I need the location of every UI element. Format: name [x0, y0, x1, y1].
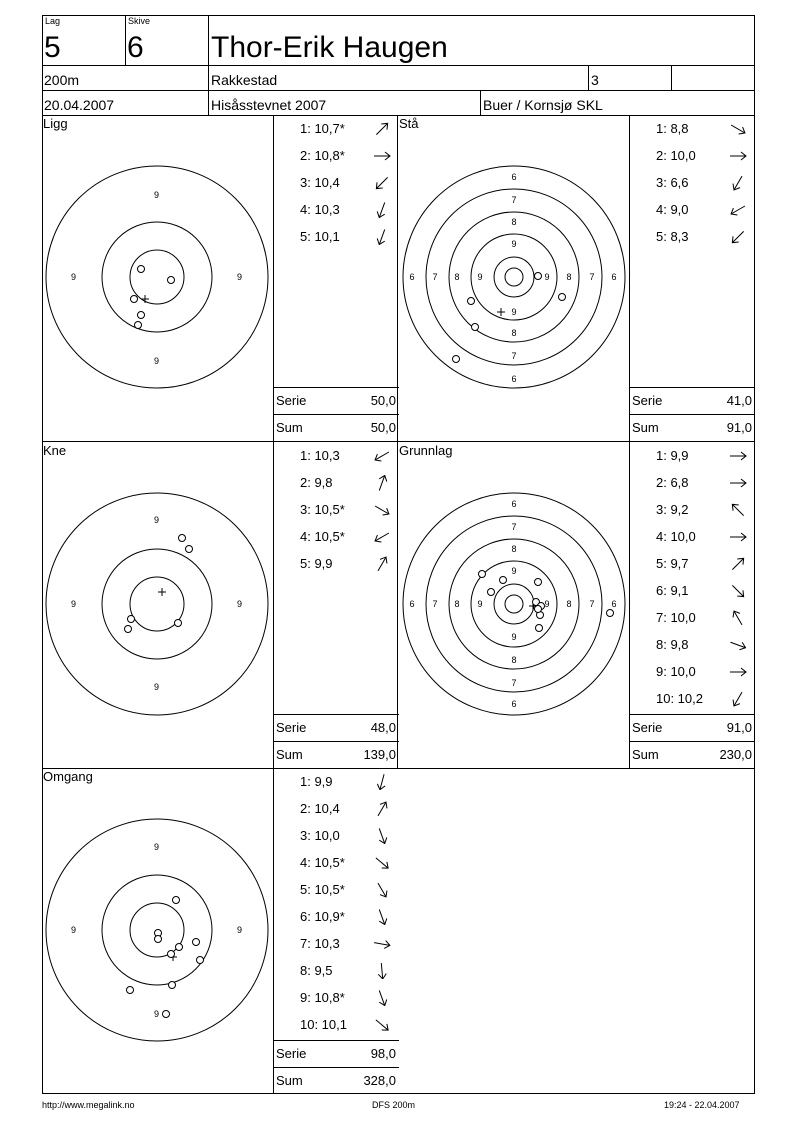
hit-marker [535, 579, 542, 586]
shot-row [656, 202, 726, 217]
svg-text:6: 6 [511, 172, 517, 182]
shot-score: 1: 8,8 [656, 121, 689, 136]
direction-arrow-icon [728, 502, 748, 518]
direction-arrow-icon [728, 202, 748, 218]
hit-marker [179, 535, 186, 542]
target-kne [43, 487, 273, 717]
ring-label: 9 [71, 272, 77, 282]
svg-text:7: 7 [511, 678, 517, 688]
shot-row [656, 502, 726, 517]
target-ligg [43, 160, 273, 390]
direction-arrow-icon [372, 882, 392, 898]
footer-timestamp: 19:24 - 22.04.2007 [664, 1100, 740, 1110]
sum-label: Sum [632, 747, 659, 762]
direction-arrow-icon [372, 936, 392, 952]
direction-arrow-icon [728, 691, 748, 707]
svg-text:7: 7 [511, 351, 517, 361]
hit-marker [176, 944, 183, 951]
shot-row [656, 583, 726, 598]
direction-arrow-icon [728, 664, 748, 680]
hit-marker [535, 606, 542, 613]
shot-score: 5: 10,1 [300, 229, 340, 244]
svg-text:8: 8 [511, 328, 517, 338]
hit-marker [197, 957, 204, 964]
hit-marker [479, 571, 486, 578]
shot-score: 5: 10,5* [300, 882, 345, 897]
shot-score: 7: 10,3 [300, 936, 340, 951]
sum-value: 328,0 [363, 1073, 396, 1088]
sum-label: Sum [276, 1073, 303, 1088]
event-name: Hisåsstevnet 2007 [211, 97, 327, 113]
shot-row [300, 963, 370, 978]
shot-score: 3: 9,2 [656, 502, 689, 517]
shot-score: 2: 6,8 [656, 475, 689, 490]
shot-score: 10: 10,1 [300, 1017, 347, 1032]
svg-text:7: 7 [432, 272, 438, 282]
shot-score: 5: 9,9 [300, 556, 333, 571]
direction-arrow-icon [372, 801, 392, 817]
shot-score: 2: 10,0 [656, 148, 696, 163]
shot-score: 4: 10,5* [300, 529, 345, 544]
target-omgang [43, 813, 273, 1043]
shot-row [300, 990, 370, 1005]
shot-row [656, 121, 726, 136]
svg-text:7: 7 [432, 599, 438, 609]
shot-row [300, 774, 370, 789]
sum-value: 91,0 [726, 420, 752, 435]
direction-arrow-icon [372, 148, 392, 164]
hit-marker [127, 987, 134, 994]
hit-marker [453, 356, 460, 363]
serie-label: Serie [276, 1046, 307, 1061]
svg-text:9: 9 [154, 1009, 160, 1019]
svg-text:9: 9 [511, 239, 517, 249]
hit-marker [163, 1011, 170, 1018]
direction-arrow-icon [728, 583, 748, 599]
shot-score: 4: 9,0 [656, 202, 689, 217]
hit-marker [128, 616, 135, 623]
svg-text:6: 6 [409, 599, 415, 609]
svg-text:8: 8 [511, 655, 517, 665]
svg-text:7: 7 [511, 522, 517, 532]
hit-marker [169, 982, 176, 989]
serie-value: 41,0 [726, 393, 752, 408]
shot-score: 9: 10,8* [300, 990, 345, 1005]
hit-marker [193, 939, 200, 946]
shot-row [300, 202, 370, 217]
shot-score: 1: 10,7* [300, 121, 345, 136]
hit-marker [488, 589, 495, 596]
svg-text:9: 9 [237, 925, 243, 935]
shot-score: 3: 6,6 [656, 175, 689, 190]
direction-arrow-icon [728, 637, 748, 653]
class: 3 [591, 72, 599, 88]
shot-score: 7: 10,0 [656, 610, 696, 625]
hit-marker [168, 951, 175, 958]
ring-label: 9 [154, 190, 160, 200]
hit-marker [125, 626, 132, 633]
direction-arrow-icon [372, 229, 392, 245]
hit-marker [138, 266, 145, 273]
shot-score: 5: 9,7 [656, 556, 689, 571]
place: Rakkestad [211, 72, 278, 88]
hit-marker [500, 577, 507, 584]
shot-row [300, 229, 370, 244]
direction-arrow-icon [728, 148, 748, 164]
shot-row [300, 1017, 370, 1032]
shooter-name: Thor-Erik Haugen [211, 31, 448, 64]
svg-text:8: 8 [511, 217, 517, 227]
shot-score: 2: 10,4 [300, 801, 340, 816]
svg-text:7: 7 [511, 195, 517, 205]
svg-text:8: 8 [566, 272, 572, 282]
shot-row [656, 475, 726, 490]
serie-value: 50,0 [370, 393, 396, 408]
direction-arrow-icon [728, 610, 748, 626]
svg-text:8: 8 [454, 599, 460, 609]
shot-row [300, 475, 370, 490]
shot-row [656, 664, 726, 679]
svg-text:9: 9 [71, 599, 77, 609]
shot-row [656, 175, 726, 190]
svg-text:9: 9 [154, 682, 160, 692]
svg-text:6: 6 [611, 272, 617, 282]
svg-text:8: 8 [454, 272, 460, 282]
shot-row [300, 936, 370, 951]
hit-marker [175, 620, 182, 627]
svg-text:9: 9 [237, 599, 243, 609]
hit-marker [173, 897, 180, 904]
shot-score: 3: 10,4 [300, 175, 340, 190]
skive-value: 6 [127, 31, 144, 64]
direction-arrow-icon [372, 475, 392, 491]
hit-marker [607, 610, 614, 617]
skive-label: Skive [128, 16, 151, 26]
svg-text:7: 7 [589, 272, 595, 282]
svg-text:6: 6 [409, 272, 415, 282]
shot-score: 4: 10,3 [300, 202, 340, 217]
shot-row [656, 448, 726, 463]
shot-row [656, 556, 726, 571]
serie-label: Serie [632, 720, 663, 735]
shot-score: 6: 10,9* [300, 909, 345, 924]
direction-arrow-icon [728, 475, 748, 491]
sum-label: Sum [276, 747, 303, 762]
lag-label: Lag [45, 16, 61, 26]
shot-row [656, 148, 726, 163]
direction-arrow-icon [372, 963, 392, 979]
direction-arrow-icon [372, 855, 392, 871]
distance: 200m [44, 72, 80, 88]
shot-row [300, 502, 370, 517]
hit-marker [138, 312, 145, 319]
sum-label: Sum [276, 420, 303, 435]
direction-arrow-icon [728, 229, 748, 245]
club-name: Buer / Kornsjø SKL [483, 97, 603, 113]
shot-row [300, 828, 370, 843]
shot-row [300, 529, 370, 544]
target-grunnlag [400, 490, 628, 718]
svg-text:9: 9 [544, 599, 550, 609]
shot-row [300, 882, 370, 897]
shot-score: 3: 10,5* [300, 502, 345, 517]
hit-marker [472, 324, 479, 331]
direction-arrow-icon [372, 448, 392, 464]
hit-marker [559, 294, 566, 301]
direction-arrow-icon [728, 448, 748, 464]
section-title: Stå [399, 116, 419, 131]
shot-row [300, 448, 370, 463]
shot-row [300, 801, 370, 816]
direction-arrow-icon [372, 774, 392, 790]
lag-value: 5 [44, 31, 61, 64]
svg-text:6: 6 [511, 699, 517, 709]
shot-score: 4: 10,5* [300, 855, 345, 870]
shot-row [656, 610, 726, 625]
shot-row [656, 637, 726, 652]
direction-arrow-icon [372, 121, 392, 137]
shot-score: 9: 10,0 [656, 664, 696, 679]
hit-marker [186, 546, 193, 553]
shot-score: 10: 10,2 [656, 691, 703, 706]
section-title: Grunnlag [399, 443, 453, 458]
hit-marker [468, 298, 475, 305]
hit-marker [131, 296, 138, 303]
svg-text:9: 9 [71, 925, 77, 935]
hit-marker [536, 625, 543, 632]
shot-row [656, 229, 726, 244]
hit-marker [135, 322, 142, 329]
serie-value: 98,0 [370, 1046, 396, 1061]
hit-marker [168, 277, 175, 284]
shot-row [656, 529, 726, 544]
direction-arrow-icon [372, 990, 392, 1006]
section-title: Ligg [43, 116, 68, 131]
svg-text:6: 6 [511, 374, 517, 384]
svg-text:6: 6 [611, 599, 617, 609]
hit-marker [535, 273, 542, 280]
direction-arrow-icon [728, 556, 748, 572]
direction-arrow-icon [372, 1017, 392, 1033]
svg-text:7: 7 [589, 599, 595, 609]
direction-arrow-icon [372, 828, 392, 844]
serie-label: Serie [632, 393, 663, 408]
svg-text:9: 9 [544, 272, 550, 282]
direction-arrow-icon [372, 175, 392, 191]
shot-score: 2: 9,8 [300, 475, 333, 490]
direction-arrow-icon [372, 502, 392, 518]
sum-value: 50,0 [370, 420, 396, 435]
section-title: Omgang [43, 769, 93, 784]
sum-label: Sum [632, 420, 659, 435]
direction-arrow-icon [728, 121, 748, 137]
shot-score: 6: 9,1 [656, 583, 689, 598]
direction-arrow-icon [372, 556, 392, 572]
svg-text:9: 9 [154, 515, 160, 525]
direction-arrow-icon [372, 529, 392, 545]
svg-text:9: 9 [477, 599, 483, 609]
shot-score: 8: 9,8 [656, 637, 689, 652]
shot-score: 8: 9,5 [300, 963, 333, 978]
direction-arrow-icon [372, 909, 392, 925]
serie-label: Serie [276, 393, 307, 408]
svg-text:9: 9 [477, 272, 483, 282]
direction-arrow-icon [728, 529, 748, 545]
shot-score: 3: 10,0 [300, 828, 340, 843]
svg-text:6: 6 [511, 499, 517, 509]
ring-label: 9 [237, 272, 243, 282]
sum-value: 230,0 [719, 747, 752, 762]
sum-value: 139,0 [363, 747, 396, 762]
section-title: Kne [43, 443, 67, 458]
shot-row [656, 691, 726, 706]
svg-text:9: 9 [511, 632, 517, 642]
footer-program: DFS 200m [372, 1100, 416, 1110]
target-staa [400, 163, 628, 391]
svg-text:9: 9 [154, 842, 160, 852]
serie-label: Serie [276, 720, 307, 735]
svg-text:8: 8 [566, 599, 572, 609]
shot-score: 2: 10,8* [300, 148, 345, 163]
ring-label: 9 [154, 356, 160, 366]
shot-score: 4: 10,0 [656, 529, 696, 544]
shot-row [300, 121, 370, 136]
shot-score: 1: 9,9 [656, 448, 689, 463]
shot-score: 5: 8,3 [656, 229, 689, 244]
shot-score: 1: 10,3 [300, 448, 340, 463]
svg-text:9: 9 [511, 566, 517, 576]
shot-row [300, 855, 370, 870]
footer-url: http://www.megalink.no [42, 1100, 135, 1110]
date: 20.04.2007 [44, 97, 115, 113]
shot-score: 1: 9,9 [300, 774, 333, 789]
serie-value: 91,0 [726, 720, 752, 735]
shot-row [300, 148, 370, 163]
shot-row [300, 909, 370, 924]
svg-text:9: 9 [511, 307, 517, 317]
direction-arrow-icon [372, 202, 392, 218]
serie-value: 48,0 [370, 720, 396, 735]
shot-row [300, 175, 370, 190]
shot-row [300, 556, 370, 571]
svg-text:8: 8 [511, 544, 517, 554]
direction-arrow-icon [728, 175, 748, 191]
hit-marker [155, 936, 162, 943]
